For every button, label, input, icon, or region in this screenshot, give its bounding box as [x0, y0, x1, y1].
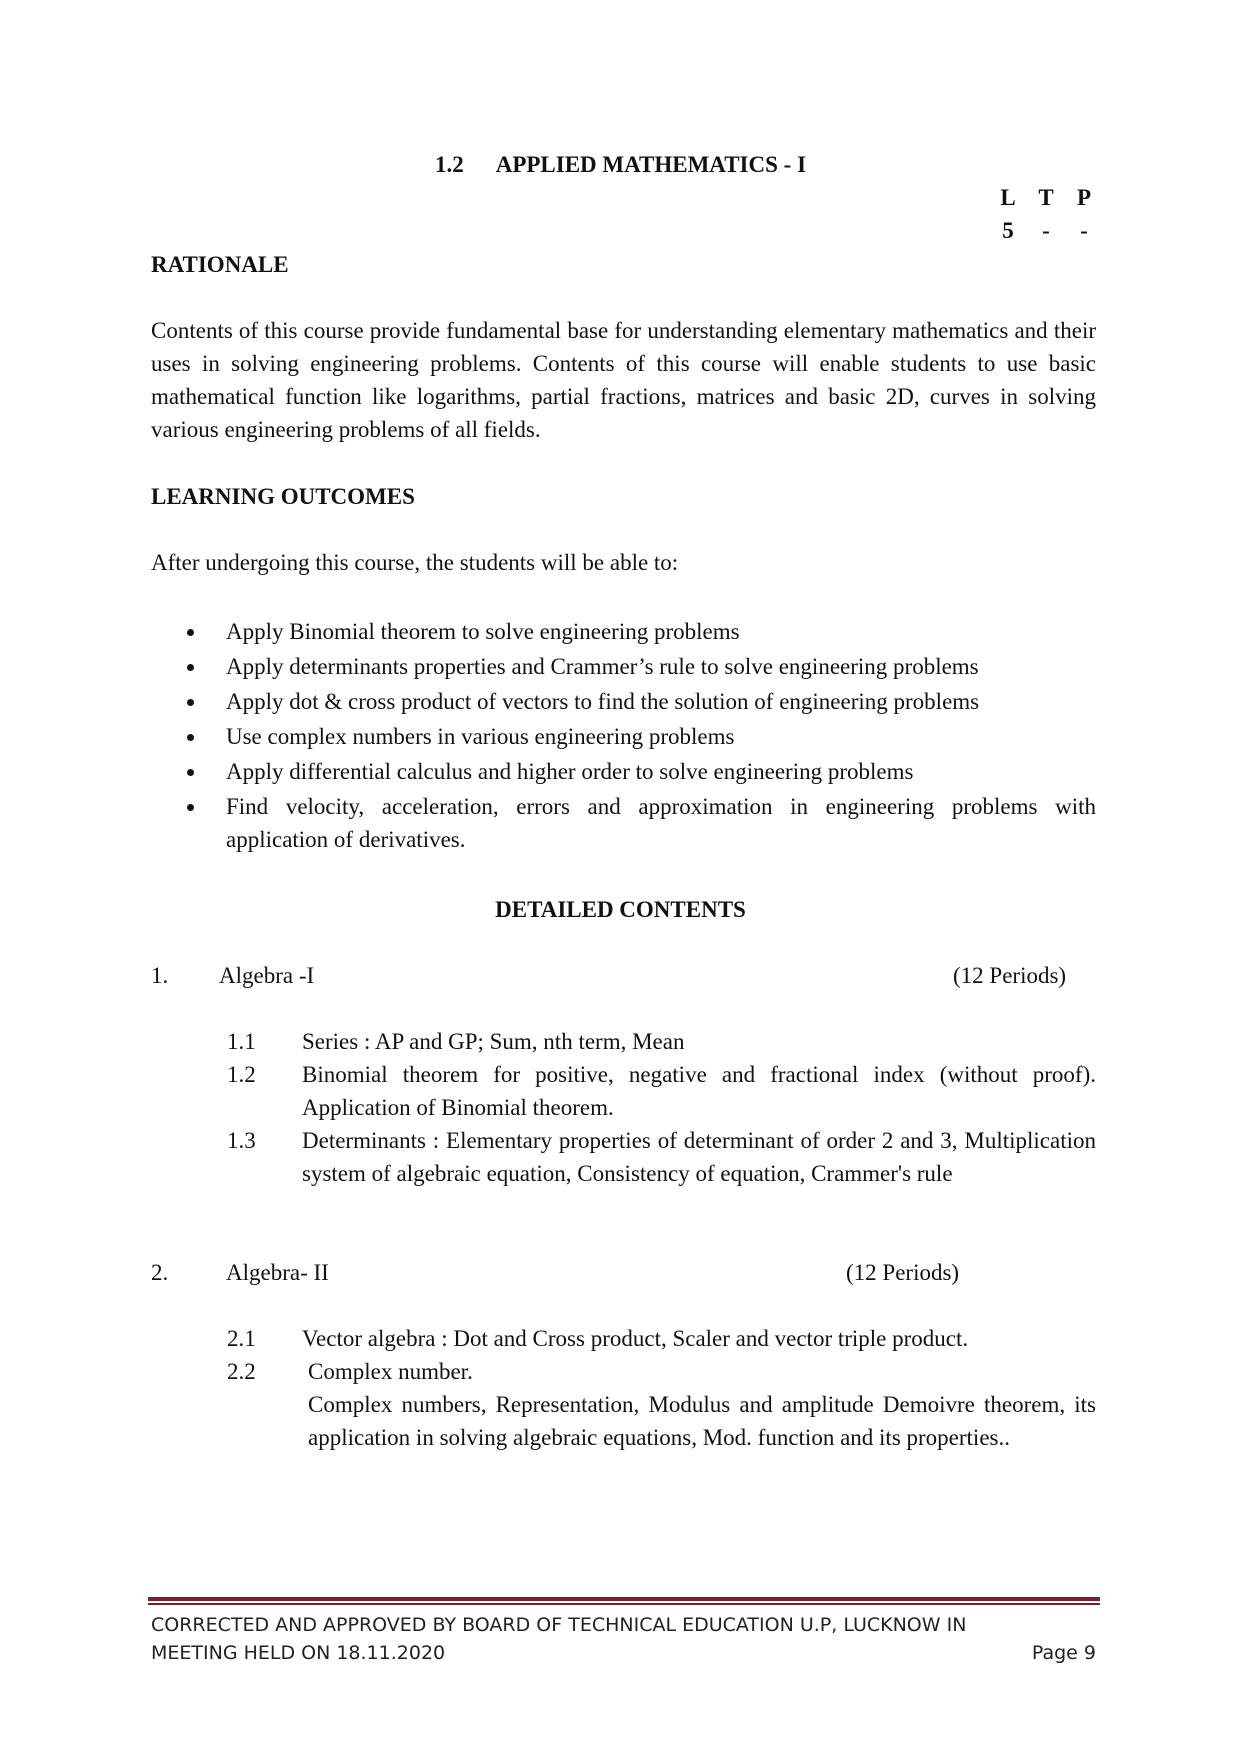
- topic-number: 1.1: [227, 1029, 256, 1054]
- list-item: [151, 685, 1096, 718]
- bullet-icon: [187, 629, 194, 636]
- footer-line-2: MEETING HELD ON 18.11.2020: [151, 1642, 446, 1664]
- course-name: APPLIED MATHEMATICS - I: [495, 152, 807, 177]
- outcome-text: Apply differential calculus and higher order to solve engineering problems: [226, 759, 914, 784]
- topic-text: Complex number.: [308, 1359, 473, 1384]
- bullet-icon: [187, 699, 194, 706]
- topic-2-2: [227, 1355, 1096, 1388]
- ltp-label-t: T: [1038, 185, 1054, 210]
- course-title: [0, 148, 1241, 181]
- learning-outcomes-intro: After undergoing this course, the students will be able to:: [151, 550, 679, 575]
- ltp-value-l: 5: [1002, 218, 1014, 243]
- list-item: [151, 650, 1096, 683]
- list-item: [151, 615, 1096, 648]
- ltp-labels: [989, 181, 1103, 214]
- ltp-value-t: -: [1042, 218, 1050, 243]
- outcome-text: Use complex numbers in various engineering problems: [226, 724, 735, 749]
- topic-text: Vector algebra : Dot and Cross product, Scaler and vector triple product.: [302, 1326, 969, 1351]
- unit-1-periods: (12 Periods): [953, 963, 1067, 988]
- bullet-icon: [187, 769, 194, 776]
- bullet-icon: [187, 734, 194, 741]
- learning-outcomes-heading: LEARNING OUTCOMES: [151, 484, 415, 509]
- list-item: [151, 720, 1096, 753]
- course-number: 1.2: [434, 152, 464, 177]
- unit-2-title: Algebra- II: [226, 1260, 329, 1285]
- footer-divider-thin: [148, 1603, 1100, 1605]
- detailed-contents-heading: DETAILED CONTENTS: [495, 897, 746, 922]
- topic-number: 2.2: [227, 1359, 256, 1384]
- bullet-icon: [187, 664, 194, 671]
- ltp-label-l: L: [1000, 185, 1016, 210]
- list-item: [151, 790, 1096, 856]
- ltp-values: [989, 214, 1103, 247]
- topic-2-2-details: Complex numbers, Representation, Modulus and amplitude Demoivre theorem, its application in solving algebraic equations, Mod. function and its properties..: [308, 1392, 1096, 1450]
- footer-line-1: CORRECTED AND APPROVED BY BOARD OF TECHNICAL EDUCATION U.P, LUCKNOW IN: [151, 1614, 967, 1636]
- ltp-value-p: -: [1080, 218, 1088, 243]
- topic-2-1: [227, 1322, 1096, 1355]
- rationale-heading: RATIONALE: [151, 252, 289, 277]
- learning-outcomes-list: [151, 615, 1096, 858]
- outcome-text: Apply Binomial theorem to solve engineering problems: [226, 619, 740, 644]
- topic-text: Series : AP and GP; Sum, nth term, Mean: [302, 1029, 685, 1054]
- rationale-text: Contents of this course provide fundamental base for understanding elementary mathematics and their uses in solving engineering problems. Contents of this course will enable students to use basic mathematical function like logarithms, partial fractions, matrices and basic 2D, curves in solving various engineering problems of all fields.: [151, 318, 1096, 442]
- outcome-text: Apply dot & cross product of vectors to find the solution of engineering problems: [226, 689, 980, 714]
- topic-text: Binomial theorem for positive, negative and fractional index (without proof). Application of Binomial theorem.: [302, 1062, 1096, 1120]
- topic-number: 1.3: [227, 1128, 256, 1153]
- bullet-icon: [187, 804, 194, 811]
- topic-text: Determinants : Elementary properties of determinant of order 2 and 3, Multiplication system of algebraic equation, Consistency of equation, Crammer's rule: [302, 1128, 1096, 1186]
- unit-2-periods: (12 Periods): [846, 1260, 960, 1285]
- ltp-label-p: P: [1076, 185, 1092, 210]
- topic-1-3: [227, 1124, 1096, 1223]
- unit-1-title: Algebra -I: [219, 963, 315, 988]
- topic-1-2: [227, 1058, 1096, 1124]
- page-number: Page 9: [1031, 1642, 1096, 1664]
- footer-divider: [148, 1597, 1100, 1601]
- topic-number: 2.1: [227, 1326, 256, 1351]
- list-item: [151, 755, 1096, 788]
- unit-2-number: 2.: [151, 1260, 169, 1285]
- unit-1-number: 1.: [151, 963, 169, 988]
- footer-note: [151, 1611, 1096, 1667]
- outcome-text: Find velocity, acceleration, errors and approximation in engineering problems with application of derivatives.: [226, 794, 1096, 852]
- outcome-text: Apply determinants properties and Crammer’s rule to solve engineering problems: [226, 654, 979, 679]
- topic-number: 1.2: [227, 1062, 256, 1087]
- topic-1-1: [227, 1025, 1096, 1058]
